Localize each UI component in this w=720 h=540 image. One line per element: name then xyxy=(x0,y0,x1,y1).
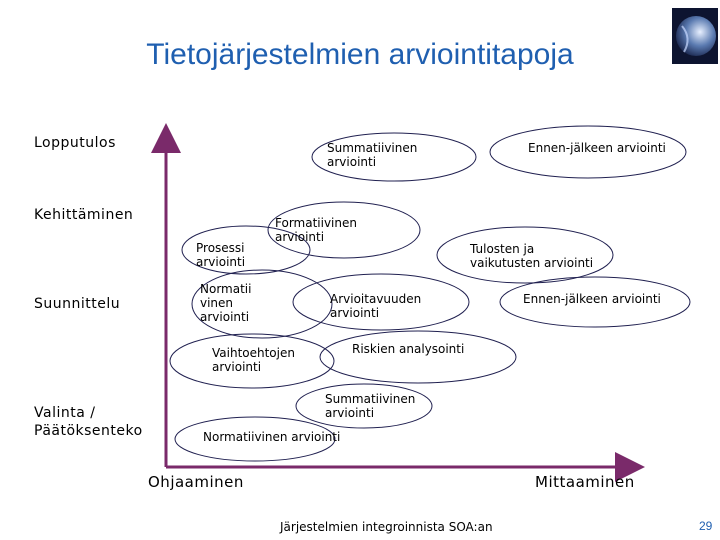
ellipse-label-vaihtoehtojen: Vaihtoehtojen arviointi xyxy=(212,346,295,374)
ellipse-label-riskien: Riskien analysointi xyxy=(352,342,465,356)
ellipse-label-summatiivinen-low: Summatiivinen arviointi xyxy=(325,392,416,420)
page-number: 29 xyxy=(699,519,713,533)
ellipse-label-ennen-jalkeen-top: Ennen-jälkeen arviointi xyxy=(528,141,666,155)
row-label-lopputulos: Lopputulos xyxy=(34,135,116,151)
ellipse-label-ennen-jalkeen-mid: Ennen-jälkeen arviointi xyxy=(523,292,661,306)
ellipse-label-formatiivinen: Formatiivinen arviointi xyxy=(275,216,357,244)
ellipse-label-arvioitavuuden: Arvioitavuuden arviointi xyxy=(330,292,422,320)
ellipse-riskien xyxy=(320,331,516,383)
ellipse-label-summatiivinen-top: Summatiivinen arviointi xyxy=(327,141,418,169)
x-axis-label-ohjaaminen: Ohjaaminen xyxy=(148,473,244,491)
row-label-kehittaminen: Kehittäminen xyxy=(34,207,134,223)
ellipse-label-normatiivinen-low: Normatiivinen arviointi xyxy=(203,430,341,444)
footer-text: Järjestelmien integroinnista SOA:an xyxy=(280,520,493,534)
row-label-valinta: Valinta / Päätöksenteko xyxy=(34,405,143,439)
page-title: Tietojärjestelmien arviointitapoja xyxy=(146,38,574,71)
ellipse-label-normatiivinen-mid: Normatii vinen arviointi xyxy=(200,282,252,324)
x-axis-label-mittaaminen: Mittaaminen xyxy=(535,473,635,491)
ellipse-label-tulosten: Tulosten ja vaikutusten arviointi xyxy=(470,242,594,270)
ellipse-label-prosessi: Prosessi arviointi xyxy=(196,241,246,269)
row-label-suunnittelu: Suunnittelu xyxy=(34,296,121,312)
